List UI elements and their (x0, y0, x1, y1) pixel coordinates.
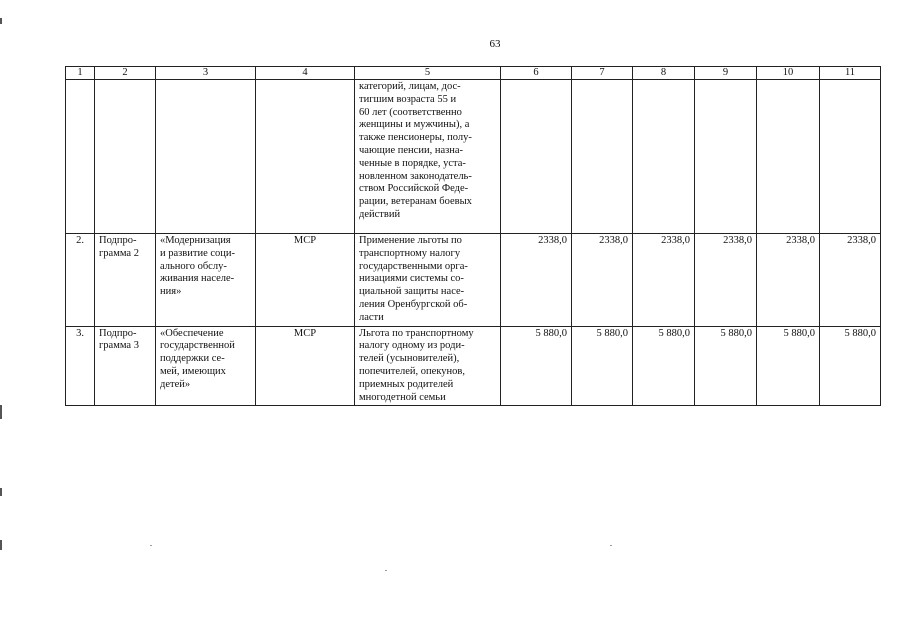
column-header: 5 (355, 67, 501, 80)
description-cell-line: попечителей, опекунов, (359, 365, 465, 377)
column-header: 10 (757, 67, 820, 80)
program-name-cell (156, 326, 256, 406)
row-number: 3. (66, 326, 95, 406)
description-cell-line: телей (усыновителей), (359, 353, 460, 365)
program-name-cell-line: «Обеспечение (160, 327, 224, 339)
value-cell: 2338,0 (572, 234, 633, 327)
subprogram-cell (95, 234, 156, 327)
program-name-cell-line: ния» (160, 286, 182, 298)
column-header: 9 (695, 67, 757, 80)
description-cell-line: рации, ветеранам боевых (359, 196, 472, 208)
value-cell (757, 80, 820, 234)
description-cell-line: циальной защиты насе- (359, 286, 465, 298)
table-row (66, 326, 881, 406)
program-name-cell-line: ального обслу- (160, 260, 227, 272)
program-name-cell-line: и развитие соци- (160, 247, 236, 259)
column-header: 4 (256, 67, 355, 80)
program-name-cell (156, 80, 256, 234)
description-cell (355, 234, 501, 327)
column-header: 2 (95, 67, 156, 80)
program-name-cell (156, 234, 256, 327)
value-cell: 2338,0 (757, 234, 820, 327)
column-header: 8 (633, 67, 695, 80)
program-name-cell-line: «Модернизация (160, 235, 231, 246)
description-cell (355, 80, 501, 234)
executor-cell: МСР (256, 326, 355, 406)
description-cell-line: низациями системы со- (359, 273, 464, 285)
value-cell (501, 80, 572, 234)
description-cell-line: ством Российской Феде- (359, 183, 469, 195)
description-cell-line: женщины и мужчины), а (359, 119, 470, 131)
value-cell: 2338,0 (695, 234, 757, 327)
description-cell-line: также пенсионеры, полу- (359, 132, 472, 144)
column-header: 11 (820, 67, 881, 80)
description-cell-line: Применение льготы по (359, 235, 462, 246)
column-header: 1 (66, 67, 95, 80)
scan-edge-mark (0, 540, 2, 550)
table-row (66, 234, 881, 327)
column-header: 7 (572, 67, 633, 80)
program-name-cell-line: поддержки се- (160, 353, 225, 365)
subprogram-cell (95, 80, 156, 234)
table-row (66, 80, 881, 234)
description-cell-line: государственными орга- (359, 260, 468, 272)
description-cell-line: многодетной семьи (359, 391, 446, 403)
executor-cell (256, 80, 355, 234)
value-cell: 5 880,0 (501, 326, 572, 406)
column-header: 3 (156, 67, 256, 80)
value-cell (633, 80, 695, 234)
subprogram-cell-line: грамма 3 (99, 340, 139, 352)
scan-edge-mark (0, 488, 2, 496)
table-header-row (66, 67, 881, 80)
page-number: 63 (489, 38, 501, 50)
description-cell-line: Льгота по транспортному (359, 327, 474, 339)
value-cell (820, 80, 881, 234)
value-cell (695, 80, 757, 234)
value-cell: 5 880,0 (757, 326, 820, 406)
value-cell: 5 880,0 (572, 326, 633, 406)
description-cell-line: категорий, лицам, дос- (359, 81, 461, 92)
description-cell-line: ченные в порядке, уста- (359, 157, 466, 169)
value-cell: 2338,0 (501, 234, 572, 327)
subprogram-cell (95, 326, 156, 406)
description-cell-line: транспортному налогу (359, 247, 461, 259)
description-cell-line: чающие пенсии, назна- (359, 144, 464, 156)
scan-speck (150, 545, 152, 546)
description-cell-line: ласти (359, 311, 384, 323)
row-number: 2. (66, 234, 95, 327)
program-name-cell-line: государственной (160, 340, 235, 352)
scan-speck (385, 570, 387, 571)
value-cell: 5 880,0 (820, 326, 881, 406)
executor-cell: МСР (256, 234, 355, 327)
description-cell (355, 326, 501, 406)
value-cell: 2338,0 (820, 234, 881, 327)
value-cell: 5 880,0 (633, 326, 695, 406)
row-number (66, 80, 95, 234)
scan-edge-mark (0, 405, 2, 419)
description-cell-line: 60 лет (соответственно (359, 106, 462, 118)
description-cell-line: налогу одному из роди- (359, 340, 465, 352)
scan-edge-mark (0, 18, 2, 24)
description-cell-line: действий (359, 208, 401, 220)
value-cell: 5 880,0 (695, 326, 757, 406)
description-cell-line: приемных родителей (359, 378, 454, 390)
program-name-cell-line: живания населе- (160, 273, 235, 285)
subprogram-cell-line: грамма 2 (99, 247, 139, 259)
value-cell (572, 80, 633, 234)
subprogram-cell-line: Подпро- (99, 327, 137, 339)
description-cell-line: ления Оренбургской об- (359, 298, 468, 310)
scan-speck (610, 545, 612, 546)
subprogram-cell-line: Подпро- (99, 235, 137, 246)
data-table (65, 66, 881, 406)
description-cell-line: тигшим возраста 55 и (359, 93, 457, 105)
description-cell-line: новленном законодатель- (359, 170, 472, 182)
program-name-cell-line: детей» (160, 378, 191, 390)
column-header: 6 (501, 67, 572, 80)
value-cell: 2338,0 (633, 234, 695, 327)
program-name-cell-line: мей, имеющих (160, 365, 226, 377)
